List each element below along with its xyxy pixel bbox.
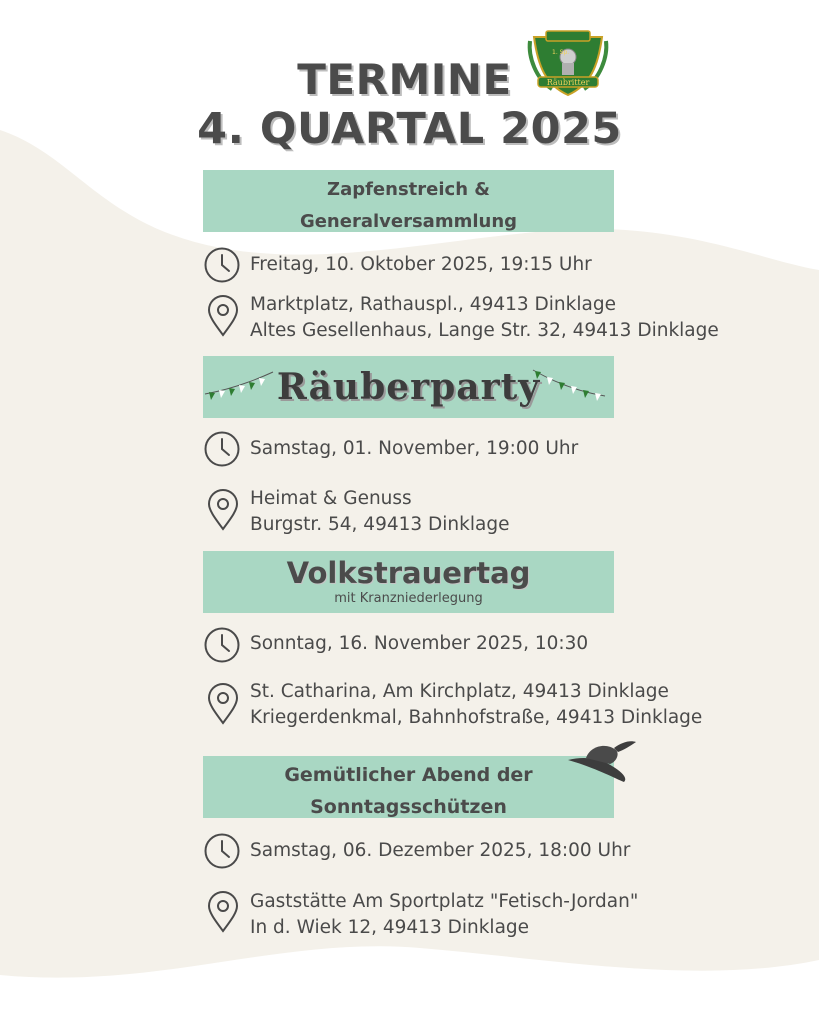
location-pin-icon <box>206 295 240 337</box>
event-banner-gemuetlicher-abend <box>203 756 614 818</box>
event-title-line2: Sonntagsschützen <box>310 796 507 818</box>
logo-text-top: 1. Sp. <box>552 49 570 56</box>
event-date: Samstag, 06. Dezember 2025, 18:00 Uhr <box>250 840 631 861</box>
location-pin-icon <box>206 891 240 933</box>
event-banner-zapfenstreich <box>203 170 614 232</box>
event-location-line2: In d. Wiek 12, 49413 Dinklage <box>250 917 530 938</box>
page-title-line1: TERMINE <box>297 55 512 104</box>
clock-icon <box>203 832 241 870</box>
event-banner-raeuberparty <box>203 356 614 418</box>
event-title-line1: Zapfenstreich & <box>327 179 490 200</box>
hat-icon <box>566 738 638 786</box>
event-location-line1: Gaststätte Am Sportplatz "Fetisch-Jordan" <box>250 891 639 912</box>
event-location-line2: Burgstr. 54, 49413 Dinklage <box>250 514 510 535</box>
event-location-line1: Heimat & Genuss <box>250 488 412 509</box>
event-date: Freitag, 10. Oktober 2025, 19:15 Uhr <box>250 254 592 275</box>
event-date: Samstag, 01. November, 19:00 Uhr <box>250 438 579 459</box>
event-title: Räuberparty <box>276 366 541 408</box>
logo-text-bottom: Räubritter <box>546 78 590 87</box>
clock-icon <box>203 246 241 284</box>
event-title-line1: Gemütlicher Abend der <box>284 764 533 786</box>
event-location-line2: Altes Gesellenhaus, Lange Str. 32, 49413 Dinklage <box>250 320 719 341</box>
event-location-line1: Marktplatz, Rathauspl., 49413 Dinklage <box>250 294 616 315</box>
clock-icon <box>203 430 241 468</box>
event-title: Volkstrauertag <box>286 556 531 590</box>
location-pin-icon <box>206 683 240 725</box>
location-pin-icon <box>206 489 240 531</box>
clock-icon <box>203 626 241 664</box>
event-date: Sonntag, 16. November 2025, 10:30 <box>250 633 589 654</box>
page-title-line2: 4. QUARTAL 2025 <box>197 104 622 154</box>
club-crest-logo <box>526 27 610 97</box>
event-title-line2: Generalversammlung <box>299 211 518 232</box>
event-banner-volkstrauertag <box>203 551 614 613</box>
event-subtitle: mit Kranzniederlegung <box>334 591 483 606</box>
event-location-line1: St. Catharina, Am Kirchplatz, 49413 Dinklage <box>250 681 669 702</box>
event-location-line2: Kriegerdenkmal, Bahnhofstraße, 49413 Dinklage <box>250 707 703 728</box>
